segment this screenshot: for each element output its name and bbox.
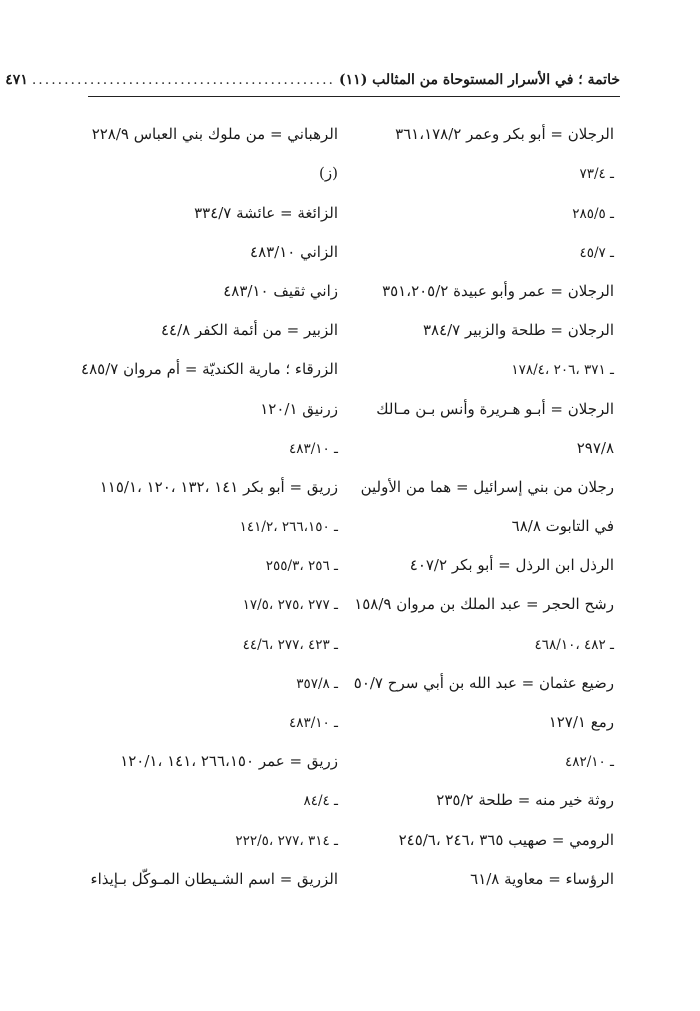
index-entry [354, 582, 614, 621]
index-entry-text: الزائغة = عائشة ٣٣٤/٧ [194, 203, 338, 222]
index-entry-text: ٢٩٧/٨ [576, 438, 614, 457]
index-entry [362, 230, 614, 269]
index-entry [362, 700, 614, 739]
index-entry-text: رجلان من بني إسرائيل = هما من الأولين [360, 477, 614, 496]
index-entry [76, 386, 338, 425]
index-entry-text: (ز) [319, 164, 338, 183]
index-entry [76, 190, 338, 229]
index-entry-text: في التابوت ٦٨/٨ [511, 517, 614, 536]
index-entry [76, 817, 338, 856]
index-entry-text: ـ ٤٥/٧ [579, 244, 614, 261]
index-entry [362, 778, 614, 817]
index-entry-text: ـ ٤٨٢/١٠ [564, 754, 614, 771]
index-entry [76, 112, 338, 151]
index-entry [353, 661, 614, 700]
header-title: خاتمة ؛ في الأسرار المستوحاة من المثالب (١١) [339, 72, 620, 88]
index-entry-text: ـ ٢٥٦ ،٢٥٥/٣ [265, 558, 338, 575]
index-entry-text: رمع ١٢٧/١ [548, 713, 614, 731]
index-entry [76, 308, 338, 347]
index-entry [362, 817, 614, 856]
header-rule [88, 96, 620, 97]
index-entry [76, 465, 338, 504]
index-entry [362, 543, 614, 582]
index-entry [76, 269, 338, 308]
index-entry-text: الرجلان = أبو بكر وعمر ٣٦١،١٧٨/٢ [395, 125, 614, 144]
index-entry [362, 426, 614, 465]
index-entry-text: ـ ٢٧٧ ،٢٧٥ ،١٧/٥ [242, 597, 338, 614]
index-entry-text: ـ ٢٨٥/٥ [572, 205, 614, 222]
page-number: ٤٧١ [5, 72, 28, 88]
index-entry-text: رشح الحجر = عبد الملك بن مروان ١٥٨/٩ [354, 595, 614, 614]
index-entry-text: ـ ٤٨٣/١٠ [288, 440, 338, 457]
index-entry-text: روثة خير منه = طلحة ٢٣٥/٢ [436, 791, 614, 810]
index-entry-text: ـ ٤٨٣/١٠ [288, 715, 338, 731]
index-entry [362, 347, 614, 386]
index-entry [76, 543, 338, 582]
index-entry-text: ـ ٨٤/٤ [303, 793, 338, 810]
index-entry-text: الرومي = صهيب ٣٦٥ ،٢٤٦ ،٢٤٥/٦ [398, 830, 614, 849]
index-entry-text: الرجلان = عمر وأبو عبيدة ٣٥١،٢٠٥/٢ [382, 281, 614, 300]
index-entry [362, 151, 614, 190]
index-column-right [353, 112, 614, 896]
index-entry-text: الزاني ٤٨٣/١٠ [250, 242, 338, 261]
index-entry-text: رضيع عثمان = عبد الله بن أبي سرح ٥٠/٧ [353, 673, 614, 692]
index-entry [362, 308, 614, 347]
index-entry-text: زريق = عمر ٢٦٦،١٥٠ ،١٤١ ،١٢٠/١ [120, 752, 338, 771]
index-entry [76, 504, 338, 543]
index-entry [362, 857, 614, 896]
index-entry [76, 347, 338, 386]
index-entry-text: ـ ٣١٤ ،٢٧٧ ،٢٢٢/٥ [235, 832, 338, 849]
index-entry [76, 230, 338, 269]
index-entry-text: زاني ثقيف ٤٨٣/١٠ [223, 281, 338, 300]
index-entry [362, 621, 614, 660]
index-entry [362, 269, 614, 308]
index-entry [362, 504, 614, 543]
index-entry [362, 386, 614, 425]
index-entry [76, 739, 338, 778]
index-entry [362, 190, 614, 229]
index-entry-text: الزرقاء ؛ مارية الكنديّة = أم مروان ٤٨٥/٧ [81, 360, 338, 379]
index-entry [76, 151, 338, 190]
index-entry [76, 661, 338, 700]
index-entry [76, 426, 338, 465]
index-entry [76, 582, 338, 621]
index-entry-text: زريق = أبو بكر ١٤١ ،١٣٢ ،١٢٠ ،١١٥/١ [99, 477, 338, 496]
index-entry-text: ـ ٣٥٧/٨ [296, 675, 338, 692]
index-entry-text: ـ ٣٧١ ،٢٠٦ ،١٧٨/٤ [511, 362, 614, 379]
index-entry-text: ـ ٧٣/٤ [579, 166, 614, 183]
index-entry [362, 465, 614, 504]
index-entry [76, 857, 338, 896]
index-entry [76, 778, 338, 817]
index-entry-text: زرنيق ١٢٠/١ [260, 399, 338, 418]
header-leader-dots: ............................................... [31, 72, 336, 88]
index-entry [76, 700, 338, 739]
index-entry [76, 621, 338, 660]
page-header [5, 66, 620, 94]
index-entry-text: الرهباني = من ملوك بني العباس ٢٢٨/٩ [91, 125, 338, 144]
index-entry-text: ـ ٤٨٢ ،٤٦٨/١٠ [534, 636, 614, 653]
index-entry-text: ـ ٤٢٣ ،٢٧٧ ،٤٤/٦ [242, 636, 338, 653]
index-column-left [76, 112, 338, 896]
index-entry-text: الرذل ابن الرذل = أبو بكر ٤٠٧/٢ [409, 556, 614, 575]
index-entry [362, 112, 614, 151]
index-entry-text: ـ ٢٦٦،١٥٠ ،١٤١/٢ [239, 519, 338, 536]
index-entry-text: الرؤساء = معاوية ٦١/٨ [470, 869, 614, 888]
index-entry-text: الزريق = اسم الشـيطان المـوكّل بـإيذاء [90, 869, 338, 888]
index-entry-text: الرجلان = أبـو هـريرة وأنس بـن مـالك [376, 399, 614, 418]
index-entry [362, 739, 614, 778]
index-entry-text: الزبير = من أئمة الكفر ٤٤/٨ [160, 321, 338, 340]
index-entry-text: الرجلان = طلحة والزبير ٣٨٤/٧ [422, 321, 614, 340]
